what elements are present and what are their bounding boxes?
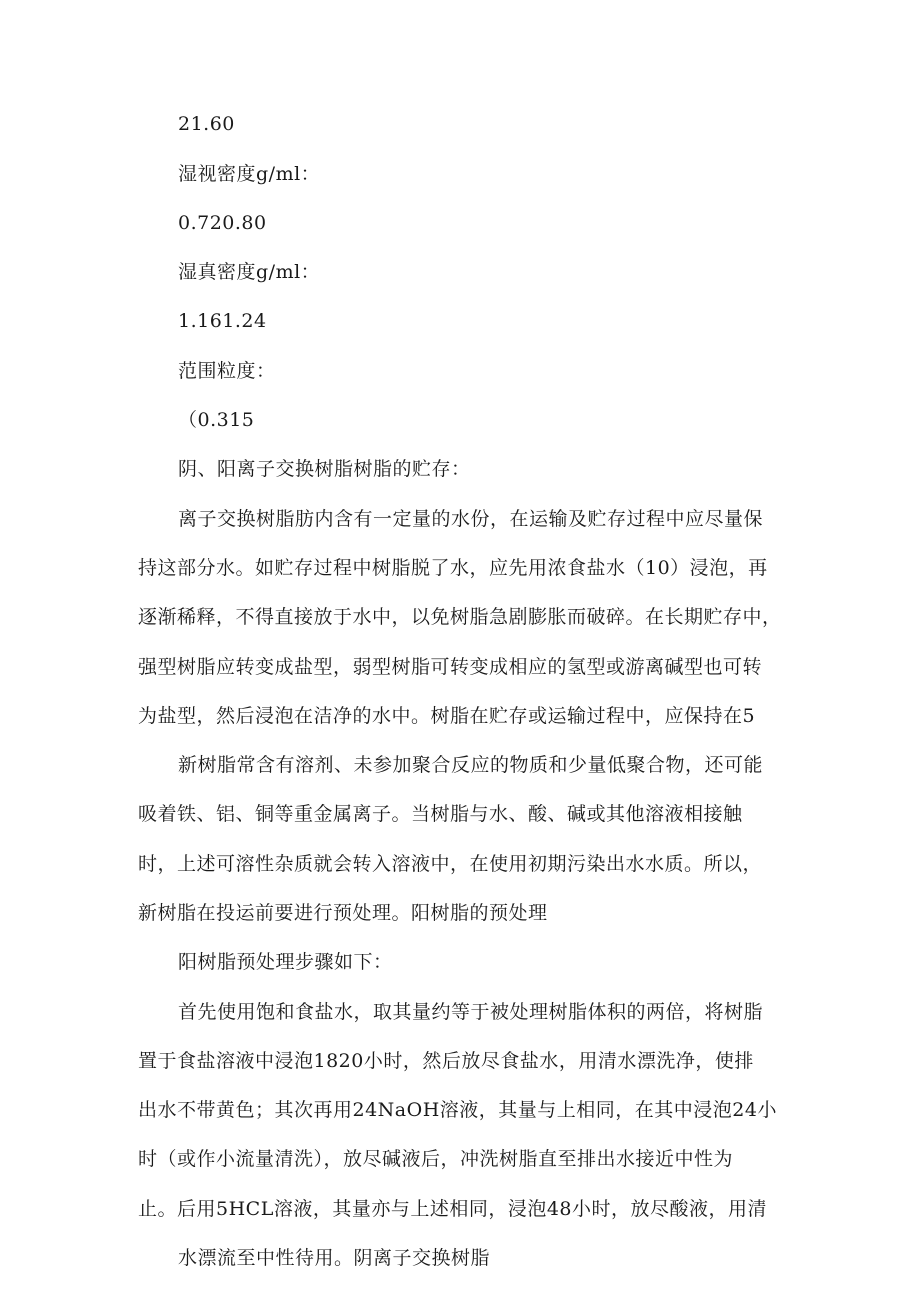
text-line: 1.161.24: [178, 310, 267, 332]
section-heading: 阳树脂预处理步骤如下：: [178, 951, 393, 973]
paragraph-line: 持这部分水。如贮存过程中树脂脱了水，应先用浓食盐水（10）浸泡，再: [138, 557, 768, 579]
paragraph-line: 置于食盐溶液中浸泡1820小时，然后放尽食盐水，用清水漂洗净，使排: [138, 1050, 754, 1072]
paragraph-line: 新树脂在投运前要进行预处理。阳树脂的预处理: [138, 902, 548, 924]
paragraph-line: 逐渐稀释，不得直接放于水中，以免树脂急剧膨胀而破碎。在长期贮存中，: [138, 606, 782, 628]
paragraph-line: 为盐型，然后浸泡在洁净的水中。树脂在贮存或运输过程中，应保持在5: [138, 705, 756, 727]
paragraph-line: 时，上述可溶性杂质就会转入溶液中，在使用初期污染出水水质。所以，: [138, 853, 763, 875]
paragraph-line: 出水不带黄色；其次再用24NaOH溶液，其量与上相同，在其中浸泡24小: [138, 1099, 777, 1121]
paragraph-line: 强型树脂应转变成盐型，弱型树脂可转变成相应的氢型或游离碱型也可转: [138, 656, 763, 678]
paragraph-line: 止。后用5HCL溶液，其量亦与上述相同，浸泡48小时，放尽酸液，用清: [138, 1198, 767, 1220]
text-line: 湿真密度g/ml：: [178, 261, 321, 283]
paragraph-line: 离子交换树脂肪内含有一定量的水份，在运输及贮存过程中应尽量保: [178, 508, 764, 530]
text-line: 0.720.80: [178, 212, 267, 234]
paragraph-line: 新树脂常含有溶剂、未参加聚合反应的物质和少量低聚合物，还可能: [178, 754, 764, 776]
text-line: 21.60: [178, 113, 235, 135]
text-line: 湿视密度g/ml：: [178, 163, 321, 185]
text-line: （0.315: [178, 409, 255, 431]
section-heading: 阴、阳离子交换树脂树脂的贮存：: [178, 458, 471, 480]
paragraph-line: 水漂流至中性待用。阴离子交换树脂: [178, 1247, 491, 1269]
paragraph-line: 吸着铁、铝、铜等重金属离子。当树脂与水、酸、碱或其他溶液相接触: [138, 803, 743, 825]
paragraph-line: 时（或作小流量清洗），放尽碱液后，冲洗树脂直至排出水接近中性为: [138, 1148, 734, 1170]
paragraph-line: 首先使用饱和食盐水，取其量约等于被处理树脂体积的两倍，将树脂: [178, 1001, 764, 1023]
text-line: 范围粒度：: [178, 360, 276, 382]
